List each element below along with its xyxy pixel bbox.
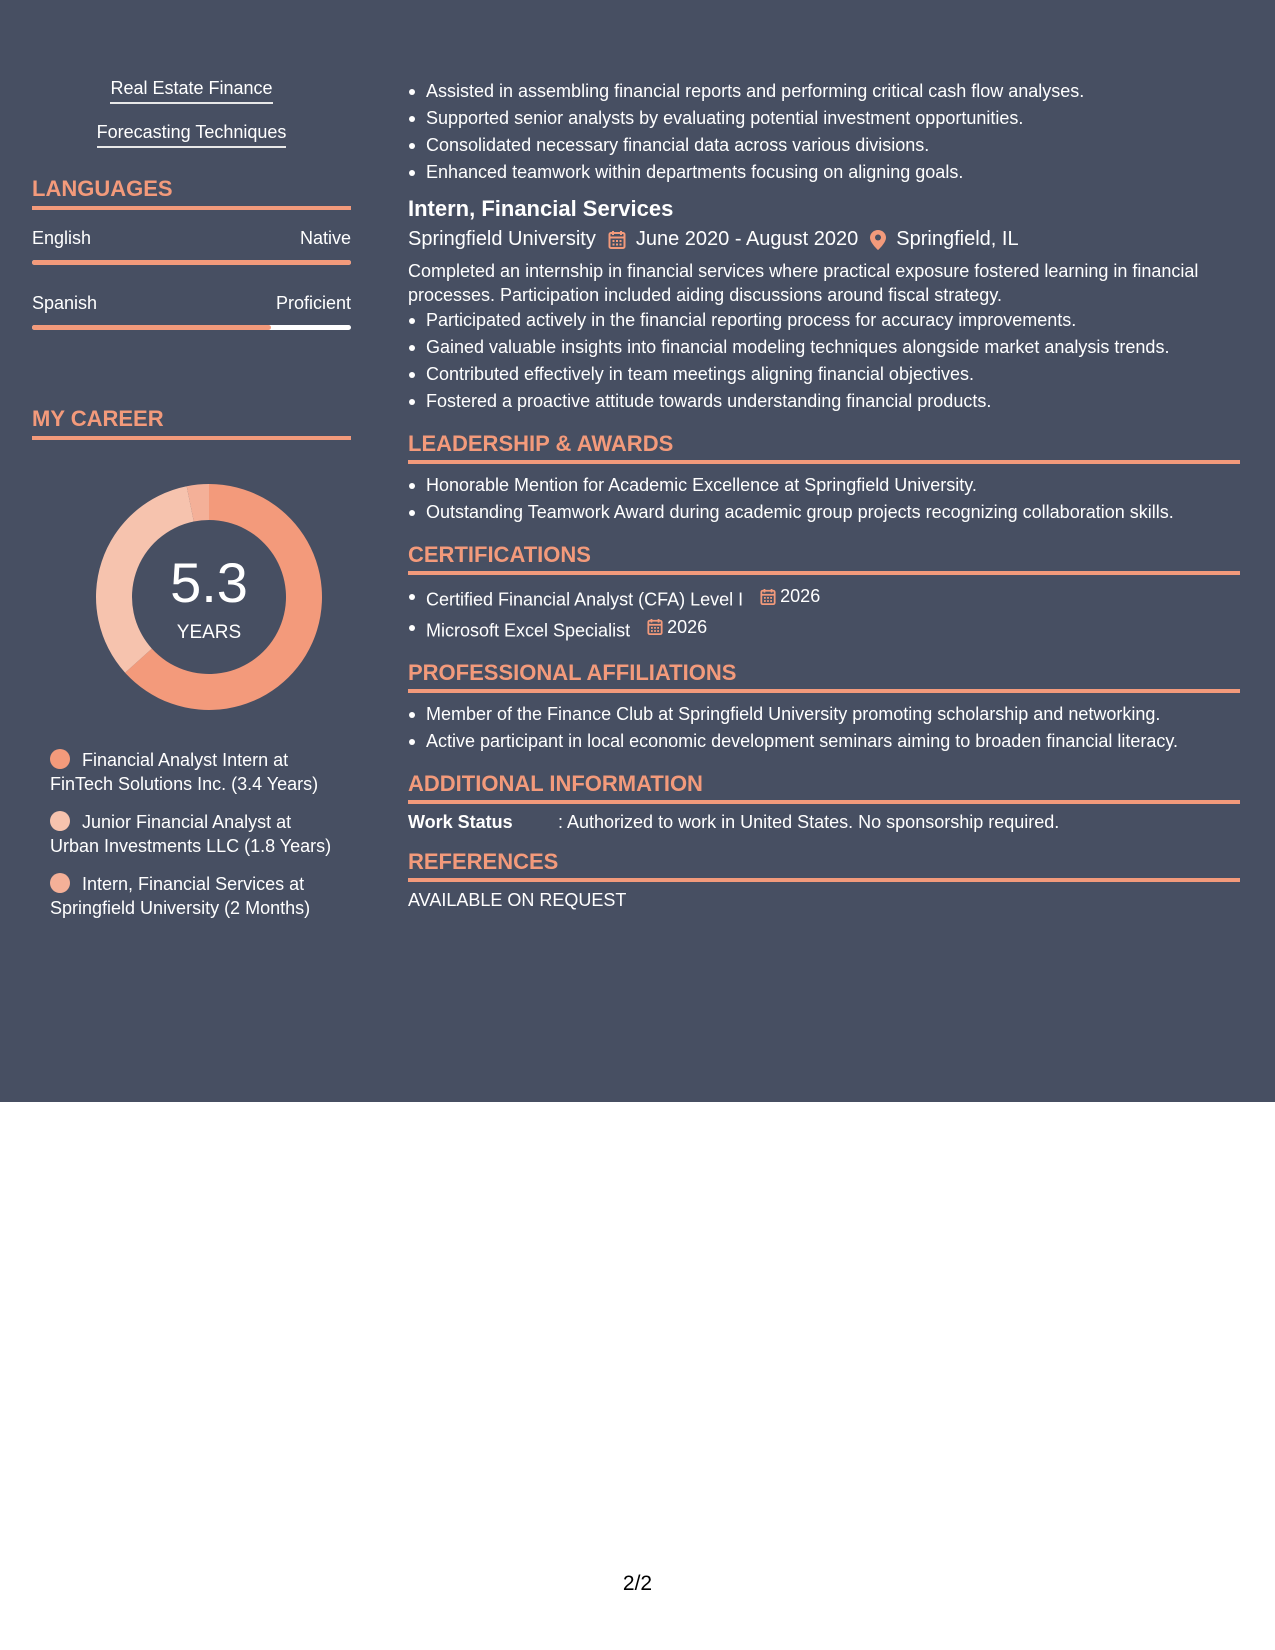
page-number: 2/2	[622, 1572, 653, 1595]
skill-tag[interactable]: Forecasting Techniques	[97, 122, 287, 148]
job-bullets	[408, 307, 1240, 415]
language-item	[32, 293, 351, 330]
certification-name: Microsoft Excel Specialist	[426, 620, 631, 640]
certification-year: 2026	[667, 616, 708, 637]
sidebar	[32, 78, 351, 934]
list-item: Honorable Mention for Academic Excellence at Springfield University.	[408, 472, 1240, 499]
legend-dot-icon	[50, 873, 70, 893]
language-name: Spanish	[32, 293, 98, 313]
list-item: Gained valuable insights into financial modeling techniques alongside market analysis trends.	[408, 334, 1240, 361]
language-item	[32, 228, 351, 265]
career-legend-item	[50, 872, 340, 920]
affiliations-list	[408, 701, 1240, 755]
list-item: Participated actively in the financial reporting process for accuracy improvements.	[408, 307, 1240, 334]
job-location: Springfield, IL	[896, 228, 1019, 250]
list-item	[408, 614, 1240, 645]
list-item: Fostered a proactive attitude towards understanding financial products.	[408, 388, 1240, 415]
references-heading: REFERENCES	[408, 849, 1240, 882]
job-meta	[408, 228, 1240, 251]
work-status-label: Work Status	[408, 812, 513, 832]
certification-name: Certified Financial Analyst (CFA) Level I	[426, 589, 744, 610]
career-heading: MY CAREER	[32, 406, 351, 440]
list-item: Member of the Finance Club at Springfield University promoting scholarship and networking.	[408, 701, 1240, 728]
language-name: English	[32, 228, 92, 248]
list-item: Assisted in assembling financial reports and performing critical cash flow analyses.	[408, 78, 1240, 105]
leadership-list	[408, 472, 1240, 526]
references-text: AVAILABLE ON REQUEST	[408, 890, 627, 910]
career-donut-chart	[94, 482, 324, 712]
work-status-value: : Authorized to work in United States. No sponsorship required.	[558, 812, 1060, 832]
job-dates: June 2020 - August 2020	[635, 228, 859, 250]
career-legend-text: Intern, Financial Services at Springfield University (2 Months)	[50, 874, 311, 918]
certification-year: 2026	[780, 586, 821, 606]
work-status-row	[408, 812, 1240, 833]
career-legend	[50, 748, 340, 920]
career-years-value: 5.3	[170, 551, 248, 614]
leadership-heading: LEADERSHIP & AWARDS	[408, 431, 1240, 464]
previous-job-bullets	[408, 78, 1240, 186]
language-proficiency-fill	[32, 325, 271, 330]
additional-info-heading: ADDITIONAL INFORMATION	[408, 771, 1240, 804]
legend-dot-icon	[50, 749, 70, 769]
legend-dot-icon	[50, 811, 70, 831]
career-legend-text: Junior Financial Analyst at Urban Investments LLC (1.8 Years)	[50, 812, 332, 856]
language-proficiency-fill	[32, 260, 351, 265]
skill-tag[interactable]: Real Estate Finance	[110, 78, 272, 104]
list-item: Supported senior analysts by evaluating potential investment opportunities.	[408, 105, 1240, 132]
certifications-list	[408, 583, 1240, 644]
list-item: Contributed effectively in team meetings aligning financial objectives.	[408, 361, 1240, 388]
languages-heading: LANGUAGES	[32, 176, 351, 210]
location-pin-icon	[870, 230, 886, 250]
career-years-unit: YEARS	[176, 622, 242, 643]
job-company: Springfield University	[408, 228, 596, 250]
calendar-icon	[647, 618, 663, 636]
list-item: Active participant in local economic development seminars aiming to broaden financial literacy.	[408, 728, 1240, 755]
career-legend-item	[50, 748, 340, 796]
list-item: Consolidated necessary financial data across various divisions.	[408, 132, 1240, 159]
affiliations-heading: PROFESSIONAL AFFILIATIONS	[408, 660, 1240, 693]
language-proficiency-bar	[32, 260, 351, 265]
job-description: Completed an internship in financial services where practical exposure fostered learning in financial processes. Participation included aiding discussions around fiscal strategy.	[408, 261, 1199, 305]
list-item: Outstanding Teamwork Award during academic group projects recognizing collaboration skills.	[408, 499, 1240, 526]
main-content	[408, 78, 1240, 911]
career-legend-item	[50, 810, 340, 858]
list-item: Enhanced teamwork within departments focusing on aligning goals.	[408, 159, 1240, 186]
language-level: Native	[299, 228, 351, 248]
job-title: Intern, Financial Services	[408, 196, 674, 221]
calendar-icon	[760, 588, 776, 606]
language-proficiency-bar	[32, 325, 351, 330]
certifications-heading: CERTIFICATIONS	[408, 542, 1240, 575]
calendar-icon	[608, 230, 626, 250]
career-legend-text: Financial Analyst Intern at FinTech Solutions Inc. (3.4 Years)	[50, 750, 319, 794]
language-level: Proficient	[275, 293, 351, 313]
list-item	[408, 583, 1240, 614]
